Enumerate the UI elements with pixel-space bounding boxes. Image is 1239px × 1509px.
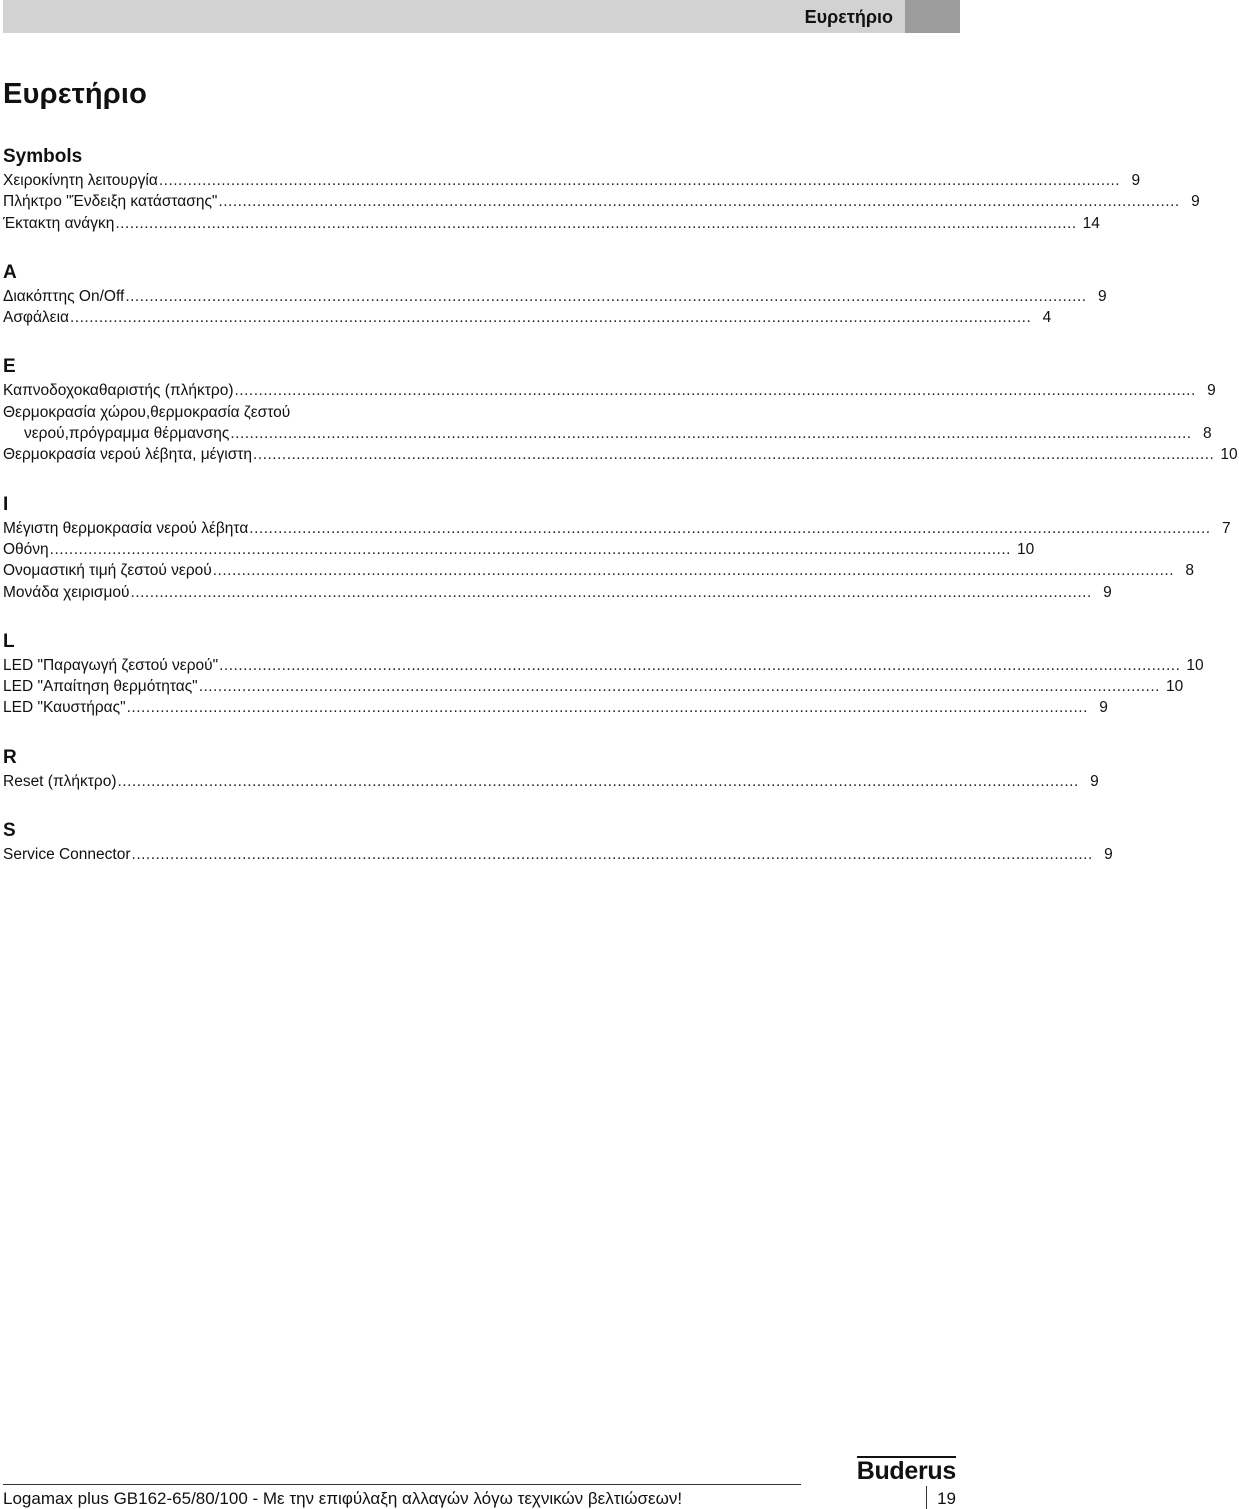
index-entry bbox=[3, 307, 1052, 328]
index-entry-page: 9 bbox=[1099, 699, 1108, 717]
index-entry-text: Μέγιστη θερμοκρασία νερού λέβητα bbox=[3, 519, 249, 537]
dot-leader: ........................................................................................................................................................................................................ bbox=[115, 214, 1077, 232]
index-entry bbox=[3, 655, 1204, 676]
index-entry-page: 10 bbox=[1186, 656, 1204, 674]
index-entry-text: Πλήκτρο "Ένδειξη κατάστασης" bbox=[3, 193, 218, 211]
index-entry-page: 10 bbox=[1165, 678, 1184, 696]
section-letter: A bbox=[3, 261, 17, 283]
index-entry-text: Έκτακτη ανάγκη bbox=[3, 214, 115, 232]
section-letter: I bbox=[3, 493, 9, 515]
index-entry-text: Ονομαστική τιμή ζεστού νερού bbox=[3, 562, 212, 580]
index-entry bbox=[3, 213, 1100, 234]
index-entry-text: Reset (πλήκτρο) bbox=[3, 772, 117, 790]
index-entry bbox=[3, 697, 1108, 718]
index-entry-text: Χειροκίνητη λειτουργία bbox=[3, 172, 158, 189]
index-entry-text: LED "Παραγωγή ζεστού νερού" bbox=[3, 656, 219, 674]
header-marker bbox=[905, 0, 960, 33]
dot-leader: ........................................................................................................................................................................................................ bbox=[49, 540, 1011, 558]
index-section bbox=[3, 629, 1204, 719]
footer-divider bbox=[926, 1486, 927, 1509]
section-letter: E bbox=[3, 356, 16, 378]
index-entry-text: Ασφάλεια bbox=[3, 309, 69, 327]
index-entry-page: 9 bbox=[1191, 193, 1200, 211]
index-entry bbox=[3, 423, 1212, 444]
dot-leader: ........................................................................................................................................................................................................ bbox=[212, 562, 1175, 580]
index-entry-page: 14 bbox=[1082, 214, 1100, 232]
dot-leader: ........................................................................................................................................................................................................ bbox=[219, 656, 1181, 674]
index-entry bbox=[3, 286, 1107, 307]
index-entry-continuation: νερού,πρόγραμμα θέρμανσης bbox=[24, 425, 230, 443]
dot-leader: ........................................................................................................................................................................................................ bbox=[69, 309, 1032, 327]
index-entry-text: Καπνοδοχοκαθαριστής (πλήκτρο) bbox=[3, 382, 234, 400]
index-entry-page: 9 bbox=[1207, 382, 1216, 400]
dot-leader: ........................................................................................................................................................................................................ bbox=[198, 678, 1160, 696]
index-section bbox=[3, 354, 1238, 465]
index-entry bbox=[3, 518, 1231, 539]
index-section bbox=[3, 144, 1200, 234]
index-entry bbox=[3, 844, 1113, 865]
index-section bbox=[3, 492, 1231, 603]
index-list bbox=[3, 144, 1238, 891]
index-entry-text: Οθόνη bbox=[3, 540, 49, 558]
dot-leader: ........................................................................................................................................................................................................ bbox=[218, 193, 1180, 211]
index-entry-text: Θερμοκρασία νερού λέβητα, μέγιστη bbox=[3, 446, 253, 464]
index-entry bbox=[3, 771, 1099, 792]
index-entry-page: 9 bbox=[1090, 772, 1099, 790]
index-entry-page: 9 bbox=[1103, 583, 1112, 601]
dot-leader: ........................................................................................................................................................................................................ bbox=[249, 519, 1211, 537]
dot-leader: ........................................................................................................................................................................................................ bbox=[131, 846, 1093, 864]
footer-rule bbox=[3, 1484, 801, 1485]
index-entry-text: Θερμοκρασία χώρου,θερμοκρασία ζεστού bbox=[3, 403, 291, 421]
header-bar bbox=[3, 0, 960, 33]
index-entry-page: 4 bbox=[1042, 309, 1052, 327]
index-entry bbox=[3, 191, 1200, 212]
index-entry-text: Service Connector bbox=[3, 846, 131, 864]
index-entry-page: 9 bbox=[1131, 172, 1141, 189]
index-entry-text: Διακόπτης On/Off bbox=[3, 287, 125, 305]
section-letter: L bbox=[3, 630, 15, 652]
dot-leader: ........................................................................................................................................................................................................ bbox=[253, 446, 1215, 464]
brand-logo: Buderus bbox=[856, 1457, 956, 1485]
index-entry-page: 9 bbox=[1097, 287, 1107, 305]
index-entry-page: 8 bbox=[1185, 562, 1195, 580]
index-section bbox=[3, 818, 1113, 865]
page-number: 19 bbox=[937, 1489, 956, 1508]
index-entry bbox=[3, 582, 1112, 603]
index-entry-page: 8 bbox=[1202, 425, 1212, 443]
index-entry bbox=[3, 560, 1195, 581]
footer-text: Logamax plus GB162-65/80/100 - Με την επιφύλαξη αλλαγών λόγω τεχνικών βελτιώσεων! bbox=[3, 1489, 683, 1508]
index-entry bbox=[3, 539, 1035, 560]
dot-leader: ........................................................................................................................................................................................................ bbox=[117, 772, 1079, 790]
page-title: Ευρετήριο bbox=[3, 78, 148, 110]
section-letter: S bbox=[3, 820, 16, 842]
index-section bbox=[3, 745, 1099, 792]
index-entry-page: 10 bbox=[1016, 540, 1035, 558]
index-entry bbox=[3, 380, 1216, 401]
section-letter: Symbols bbox=[3, 146, 83, 167]
index-entry-page: 7 bbox=[1221, 519, 1231, 537]
index-entry-text: LED "Καυστήρας" bbox=[3, 699, 126, 717]
index-entry bbox=[3, 676, 1184, 697]
dot-leader: ........................................................................................................................................................................................................ bbox=[158, 172, 1121, 189]
dot-leader: ........................................................................................................................................................................................................ bbox=[130, 583, 1092, 601]
index-entry-text: LED "Απαίτηση θερμότητας" bbox=[3, 678, 198, 696]
header-section-label: Ευρετήριο bbox=[804, 7, 893, 27]
section-letter: R bbox=[3, 746, 17, 768]
dot-leader: ........................................................................................................................................................................................................ bbox=[125, 287, 1087, 305]
index-entry-page: 10 bbox=[1220, 446, 1238, 464]
index-entry bbox=[3, 170, 1141, 191]
index-entry-page: 9 bbox=[1104, 846, 1113, 864]
index-section bbox=[3, 260, 1107, 329]
dot-leader: ........................................................................................................................................................................................................ bbox=[126, 699, 1088, 717]
index-entry bbox=[3, 444, 1238, 465]
dot-leader: ........................................................................................................................................................................................................ bbox=[230, 425, 1192, 443]
dot-leader: ........................................................................................................................................................................................................ bbox=[234, 382, 1196, 400]
index-entry-text: Μονάδα χειρισμού bbox=[3, 583, 130, 601]
